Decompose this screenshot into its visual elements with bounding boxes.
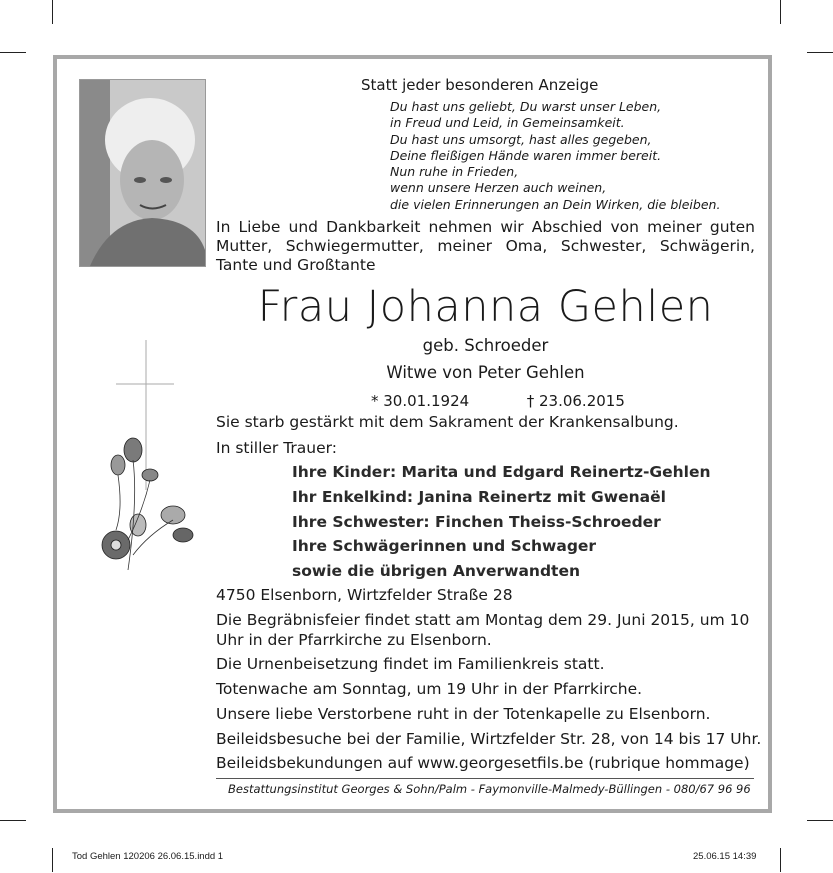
funeral-info-line1: Die Begräbnisfeier findet statt am Montag dem 29. Juni 2015, um 10 bbox=[216, 611, 750, 629]
relative-line: Ihr Enkelkind: Janina Reinertz mit Gwenaël bbox=[292, 488, 666, 506]
print-timestamp: 25.06.15 14:39 bbox=[693, 851, 757, 862]
family-address: 4750 Elsenborn, Wirtzfelder Straße 28 bbox=[216, 586, 513, 604]
crop-mark bbox=[52, 0, 53, 24]
crop-mark bbox=[780, 0, 781, 24]
life-dates bbox=[371, 392, 625, 410]
footer-divider bbox=[216, 778, 754, 779]
poem-line: Nun ruhe in Frieden, bbox=[390, 164, 519, 180]
intro-heading: Statt jeder besonderen Anzeige bbox=[361, 76, 599, 94]
deceased-name: Frau Johanna Gehlen bbox=[257, 282, 714, 332]
chapel-info: Unsere liebe Verstorbene ruht in der Totenkapelle zu Elsenborn. bbox=[216, 705, 711, 723]
urn-burial-info: Die Urnenbeisetzung findet im Familienkreis statt. bbox=[216, 655, 605, 673]
wake-info: Totenwache am Sonntag, um 19 Uhr in der Pfarrkirche. bbox=[216, 680, 643, 698]
poem-line: die vielen Erinnerungen an Dein Wirken, die bleiben. bbox=[390, 196, 721, 212]
mourning-heading: In stiller Trauer: bbox=[216, 439, 337, 457]
poem bbox=[390, 99, 720, 213]
funeral-home-credit: Bestattungsinstitut Georges & Sohn/Palm - Faymonville-Malmedy-Büllingen - 080/67 96 96 bbox=[228, 782, 751, 796]
birth-date: * 30.01.1924 bbox=[371, 392, 470, 410]
crop-mark bbox=[0, 52, 26, 53]
crop-mark bbox=[0, 820, 26, 821]
poem-line: Du hast uns umsorgt, hast alles gegeben, bbox=[390, 131, 652, 147]
crop-mark bbox=[780, 848, 781, 872]
sacrament-text: Sie starb gestärkt mit dem Sakrament der Krankensalbung. bbox=[216, 413, 679, 431]
death-date: † 23.06.2015 bbox=[526, 392, 625, 410]
poem-line: in Freud und Leid, in Gemeinsamkeit. bbox=[390, 115, 625, 131]
funeral-info-line2: Uhr in der Pfarrkirche zu Elsenborn. bbox=[216, 631, 492, 649]
opening-paragraph: In Liebe und Dankbarkeit nehmen wir Abschied von meiner guten Mutter, Schwiegermutter, meiner Oma, Schwester, Schwägerin, Tante und Großtante bbox=[216, 218, 755, 274]
cross-flowers-icon bbox=[88, 340, 208, 590]
print-file-name: Tod Gehlen 120206 26.06.15.indd 1 bbox=[72, 851, 224, 862]
portrait-photo bbox=[79, 79, 206, 267]
poem-line: Du hast uns geliebt, Du warst unser Leben, bbox=[390, 99, 662, 114]
crop-mark bbox=[807, 820, 833, 821]
condolences-link[interactable]: Beileidsbekundungen auf www.georgesetfils.be (rubrique hommage) bbox=[216, 754, 750, 772]
relative-line: Ihre Kinder: Marita und Edgard Reinertz-Gehlen bbox=[292, 463, 711, 481]
relative-line: sowie die übrigen Anverwandten bbox=[292, 562, 581, 580]
relative-line: Ihre Schwägerinnen und Schwager bbox=[292, 537, 597, 555]
crop-mark bbox=[52, 848, 53, 872]
visits-info: Beileidsbesuche bei der Familie, Wirtzfelder Str. 28, von 14 bis 17 Uhr. bbox=[216, 730, 762, 748]
poem-line: Deine fleißigen Hände waren immer bereit. bbox=[390, 147, 662, 163]
poem-line: wenn unsere Herzen auch weinen, bbox=[390, 180, 607, 196]
maiden-name: geb. Schroeder bbox=[422, 336, 549, 355]
crop-mark bbox=[807, 52, 833, 53]
widow-of: Witwe von Peter Gehlen bbox=[386, 363, 585, 382]
relative-line: Ihre Schwester: Finchen Theiss-Schroeder bbox=[292, 513, 661, 531]
